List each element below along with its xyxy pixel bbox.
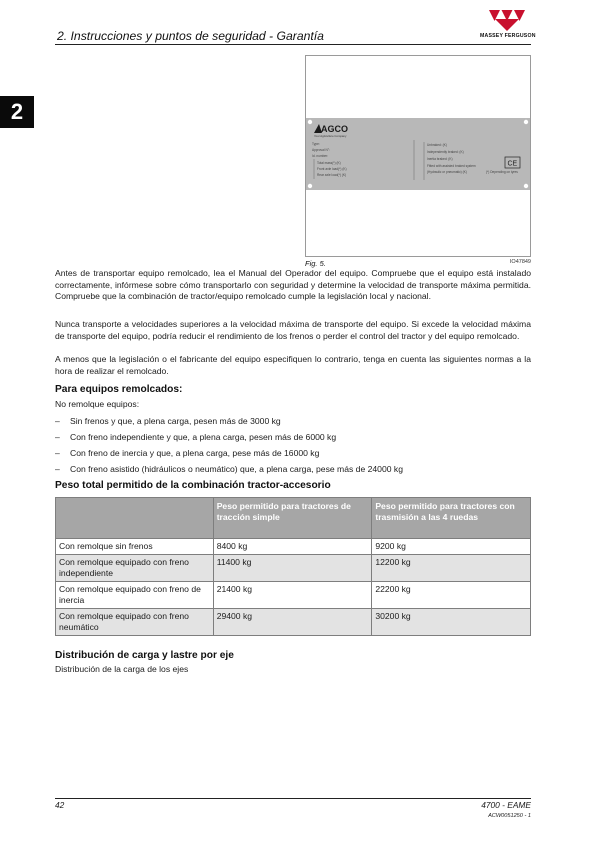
list-item-text: Sin frenos y que, a plena carga, pesen más de 3000 kg <box>70 416 281 426</box>
ce-mark-icon: CE <box>507 160 518 168</box>
figure-id: IO47849 <box>509 259 531 265</box>
chapter-tab: 2 <box>0 96 34 128</box>
plate-brand-sub: Your Agriculture Company <box>314 134 347 138</box>
dash-bullet-icon: – <box>55 464 60 474</box>
dash-bullet-icon: – <box>55 416 60 426</box>
section-subtitle <box>55 664 531 675</box>
table-cell: 21400 kg <box>213 582 372 609</box>
table-row <box>56 555 531 582</box>
plate-line: Approval N°: <box>312 148 330 152</box>
list-item-text: Con freno de inercia y que, a plena carga, pese más de 16000 kg <box>70 448 320 458</box>
table-cell: Con remolque sin frenos <box>56 539 214 555</box>
table-header-cell: Peso permitido para tractores de tracción simple <box>213 498 372 539</box>
dash-bullet-icon: – <box>55 432 60 442</box>
section-heading-load: Distribución de carga y lastre por eje <box>55 650 234 661</box>
brand-name: MASSEY FERGUSON <box>480 33 536 39</box>
table-cell: 9200 kg <box>372 539 531 555</box>
section-subtitle <box>55 399 531 410</box>
table-cell: 8400 kg <box>213 539 372 555</box>
table-row <box>56 539 531 555</box>
table-row <box>56 609 531 636</box>
plate-line: Independently braked: (K) <box>427 150 464 154</box>
table-cell: 30200 kg <box>372 609 531 636</box>
section-heading-weight: Peso total permitido de la combinación tractor-accesorio <box>55 480 331 491</box>
plate-line: Total mass(*) (K) <box>317 161 341 165</box>
page-header-title: 2. Instrucciones y puntos de seguridad - Garantía <box>57 29 324 43</box>
plate-line: Id. number: <box>312 154 329 158</box>
triple-triangle-logo-icon <box>487 8 527 32</box>
table-cell: Con remolque equipado con freno independiente <box>56 555 214 582</box>
model-label: 4700 - EAME <box>481 800 531 810</box>
intro-paragraph: Antes de transportar equipo remolcado, lea el Manual del Operador del equipo. Compruebe que el equipo está instalado correctamente, infórmese sobre cómo transportarlo con seguridad y determine la velocidad de transporte máxima permitida. Compruebe que la combinación de tractor/equipo remolcado cumple la legislación local y nacional. <box>55 268 531 302</box>
list-item-text: Con freno asistido (hidráulicos o neumático) que, a plena carga, pese más de 24000 kg <box>70 464 403 474</box>
footer-divider <box>55 798 531 799</box>
intro-paragraph: A menos que la legislación o el fabricante del equipo especifiquen lo contrario, tenga en cuenta las siguientes normas a la hora de realizar el remolcado. <box>55 354 531 376</box>
page-number: 42 <box>55 800 65 810</box>
subtitle-text: No remolque equipos: <box>55 399 140 409</box>
table-cell: Con remolque equipado con freno de inercia <box>56 582 214 609</box>
list-item-text: Con freno independiente y que, a plena carga, pesen más de 6000 kg <box>70 432 337 442</box>
subtitle-text: Distribución de la carga de los ejes <box>55 664 189 674</box>
weight-table <box>55 497 531 636</box>
table-cell: Con remolque equipado con freno neumático <box>56 609 214 636</box>
figure-frame <box>305 55 531 257</box>
table-cell: 11400 kg <box>213 555 372 582</box>
plate-line: Fitted with assisted braked system <box>427 164 476 168</box>
identification-plate-image <box>306 118 530 190</box>
table-row <box>56 582 531 609</box>
massey-ferguson-logo <box>480 8 534 39</box>
dash-bullet-icon: – <box>55 448 60 458</box>
plate-line: Unbraked: (K) <box>427 143 447 147</box>
header-divider <box>55 44 531 45</box>
table-header-row <box>56 498 531 539</box>
section-heading-towed: Para equipos remolcados: <box>55 384 183 395</box>
table-header-cell: Peso permitido para tractores con trasmisión a las 4 ruedas <box>372 498 531 539</box>
plate-line: Front axle load(*) (K) <box>317 167 347 171</box>
table-cell: 29400 kg <box>213 609 372 636</box>
plate-line: Inertia braked: (K) <box>427 157 453 161</box>
intro-paragraph: Nunca transporte a velocidades superiores a la velocidad máxima de transporte del equipo. Si excede la velocidad máxima de transporte del equipo, podría reducir el rendimiento de los frenos o perder el control del tractor y del equipo remolcado. <box>55 319 531 341</box>
plate-line: (Hydraulic or pneumatic) (K) <box>427 170 467 174</box>
plate-line: Rear axle load(*) (K) <box>317 173 347 177</box>
table-cell: 12200 kg <box>372 555 531 582</box>
table-cell: 22200 kg <box>372 582 531 609</box>
plate-line: Type: <box>312 142 320 146</box>
table-header-cell <box>56 498 214 539</box>
figure-caption: Fig. 5. <box>305 259 326 268</box>
plate-brand: AGCO <box>321 124 348 134</box>
plate-note: (*) Depending on tyres <box>486 170 518 174</box>
document-reference: ACW0051250 - 1 <box>488 813 531 819</box>
